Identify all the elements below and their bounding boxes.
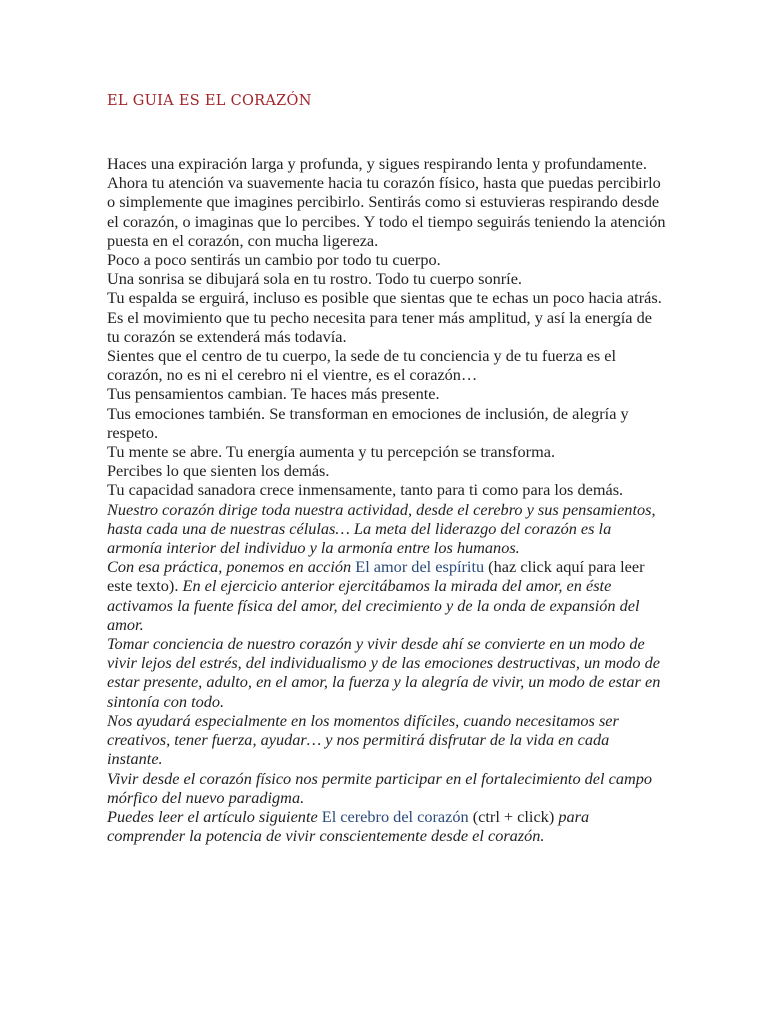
document-page: [107, 92, 667, 845]
paragraph: Percibes lo que sienten los demás.: [107, 461, 330, 481]
document-title: EL GUIA ES EL CORAZÓN: [107, 93, 312, 109]
link-el-amor-del-espiritu[interactable]: El amor del espíritu: [355, 557, 485, 577]
article-paragraph: [107, 807, 667, 845]
practice-note: (haz click aquí para leer este texto).: [107, 557, 645, 596]
italic-paragraph: Tomar conciencia de nuestro corazón y vivir desde ahí se convierte en un modo de vivir lejos del estrés, del individualismo y de las emociones destructivas, un modo de estar presente, adulto, en el amor, la fuerza y la alegría de vivir, un modo de estar en sintonía con todo.: [107, 634, 661, 711]
paragraph: Ahora tu atención va suavemente hacia tu corazón físico, hasta que puedas percibirlo o simplemente que imagines percibirlo. Sentirás como si estuvieras respirando desde el corazón, o imaginas que lo percibes. Y todo el tiempo seguirás teniendo la atención puesta en el corazón, con mucha ligereza.: [107, 173, 666, 250]
paragraph: Tus pensamientos cambian. Te haces más presente.: [107, 384, 440, 404]
practice-rest: En el ejercicio anterior ejercitábamos la mirada del amor, en éste activamos la fuente física del amor, del crecimiento y de la onda de expansión del amor.: [107, 576, 640, 634]
paragraph: Una sonrisa se dibujará sola en tu rostro. Todo tu cuerpo sonríe.: [107, 269, 522, 289]
practice-lead: Con esa práctica, ponemos en acción: [107, 557, 356, 577]
link-el-cerebro-del-corazon[interactable]: El cerebro del corazón: [317, 806, 469, 826]
italic-paragraph: Nuestro corazón dirige toda nuestra actividad, desde el cerebro y sus pensamientos, hasta cada una de nuestras células… La meta del liderazgo del corazón es la armonía interior del individuo y la armonía entre los humanos.: [107, 499, 656, 558]
article-note: (ctrl + click): [468, 806, 555, 826]
practice-paragraph: [107, 557, 667, 634]
paragraph: Sientes que el centro de tu cuerpo, la sede de tu conciencia y de tu fuerza es el corazón, no es ni el cerebro ni el vientre, es el corazón…: [107, 346, 617, 385]
document-body: [107, 154, 667, 845]
paragraph: Haces una expiración larga y profunda, y sigues respirando lenta y profundamente.: [107, 154, 647, 173]
article-rest: para comprender la potencia de vivir conscientemente desde el corazón.: [107, 806, 590, 846]
italic-paragraph: Nos ayudará especialmente en los momentos difíciles, cuando necesitamos ser creativos, tener fuerza, ayudar… y nos permitirá disfrutar de la vida en cada instante.: [107, 710, 619, 769]
italic-paragraph: Vivir desde el corazón físico nos permite participar en el fortalecimiento del campo mórfico del nuevo paradigma.: [107, 768, 653, 807]
paragraph: Tu espalda se erguirá, incluso es posible que sientas que te echas un poco hacia atrás. Es el movimiento que tu pecho necesita para tener más amplitud, y así la energía de tu corazón se extenderá más todavía.: [107, 288, 662, 346]
paragraph: Tu mente se abre. Tu energía aumenta y tu percepción se transforma.: [107, 442, 556, 462]
paragraph: Poco a poco sentirás un cambio por todo tu cuerpo.: [107, 250, 441, 270]
paragraph: Tu capacidad sanadora crece inmensamente, tanto para ti como para los demás.: [107, 480, 624, 500]
article-lead: Puedes leer el artículo siguiente: [107, 806, 318, 826]
paragraph: Tus emociones también. Se transforman en emociones de inclusión, de alegría y respeto.: [107, 403, 629, 442]
